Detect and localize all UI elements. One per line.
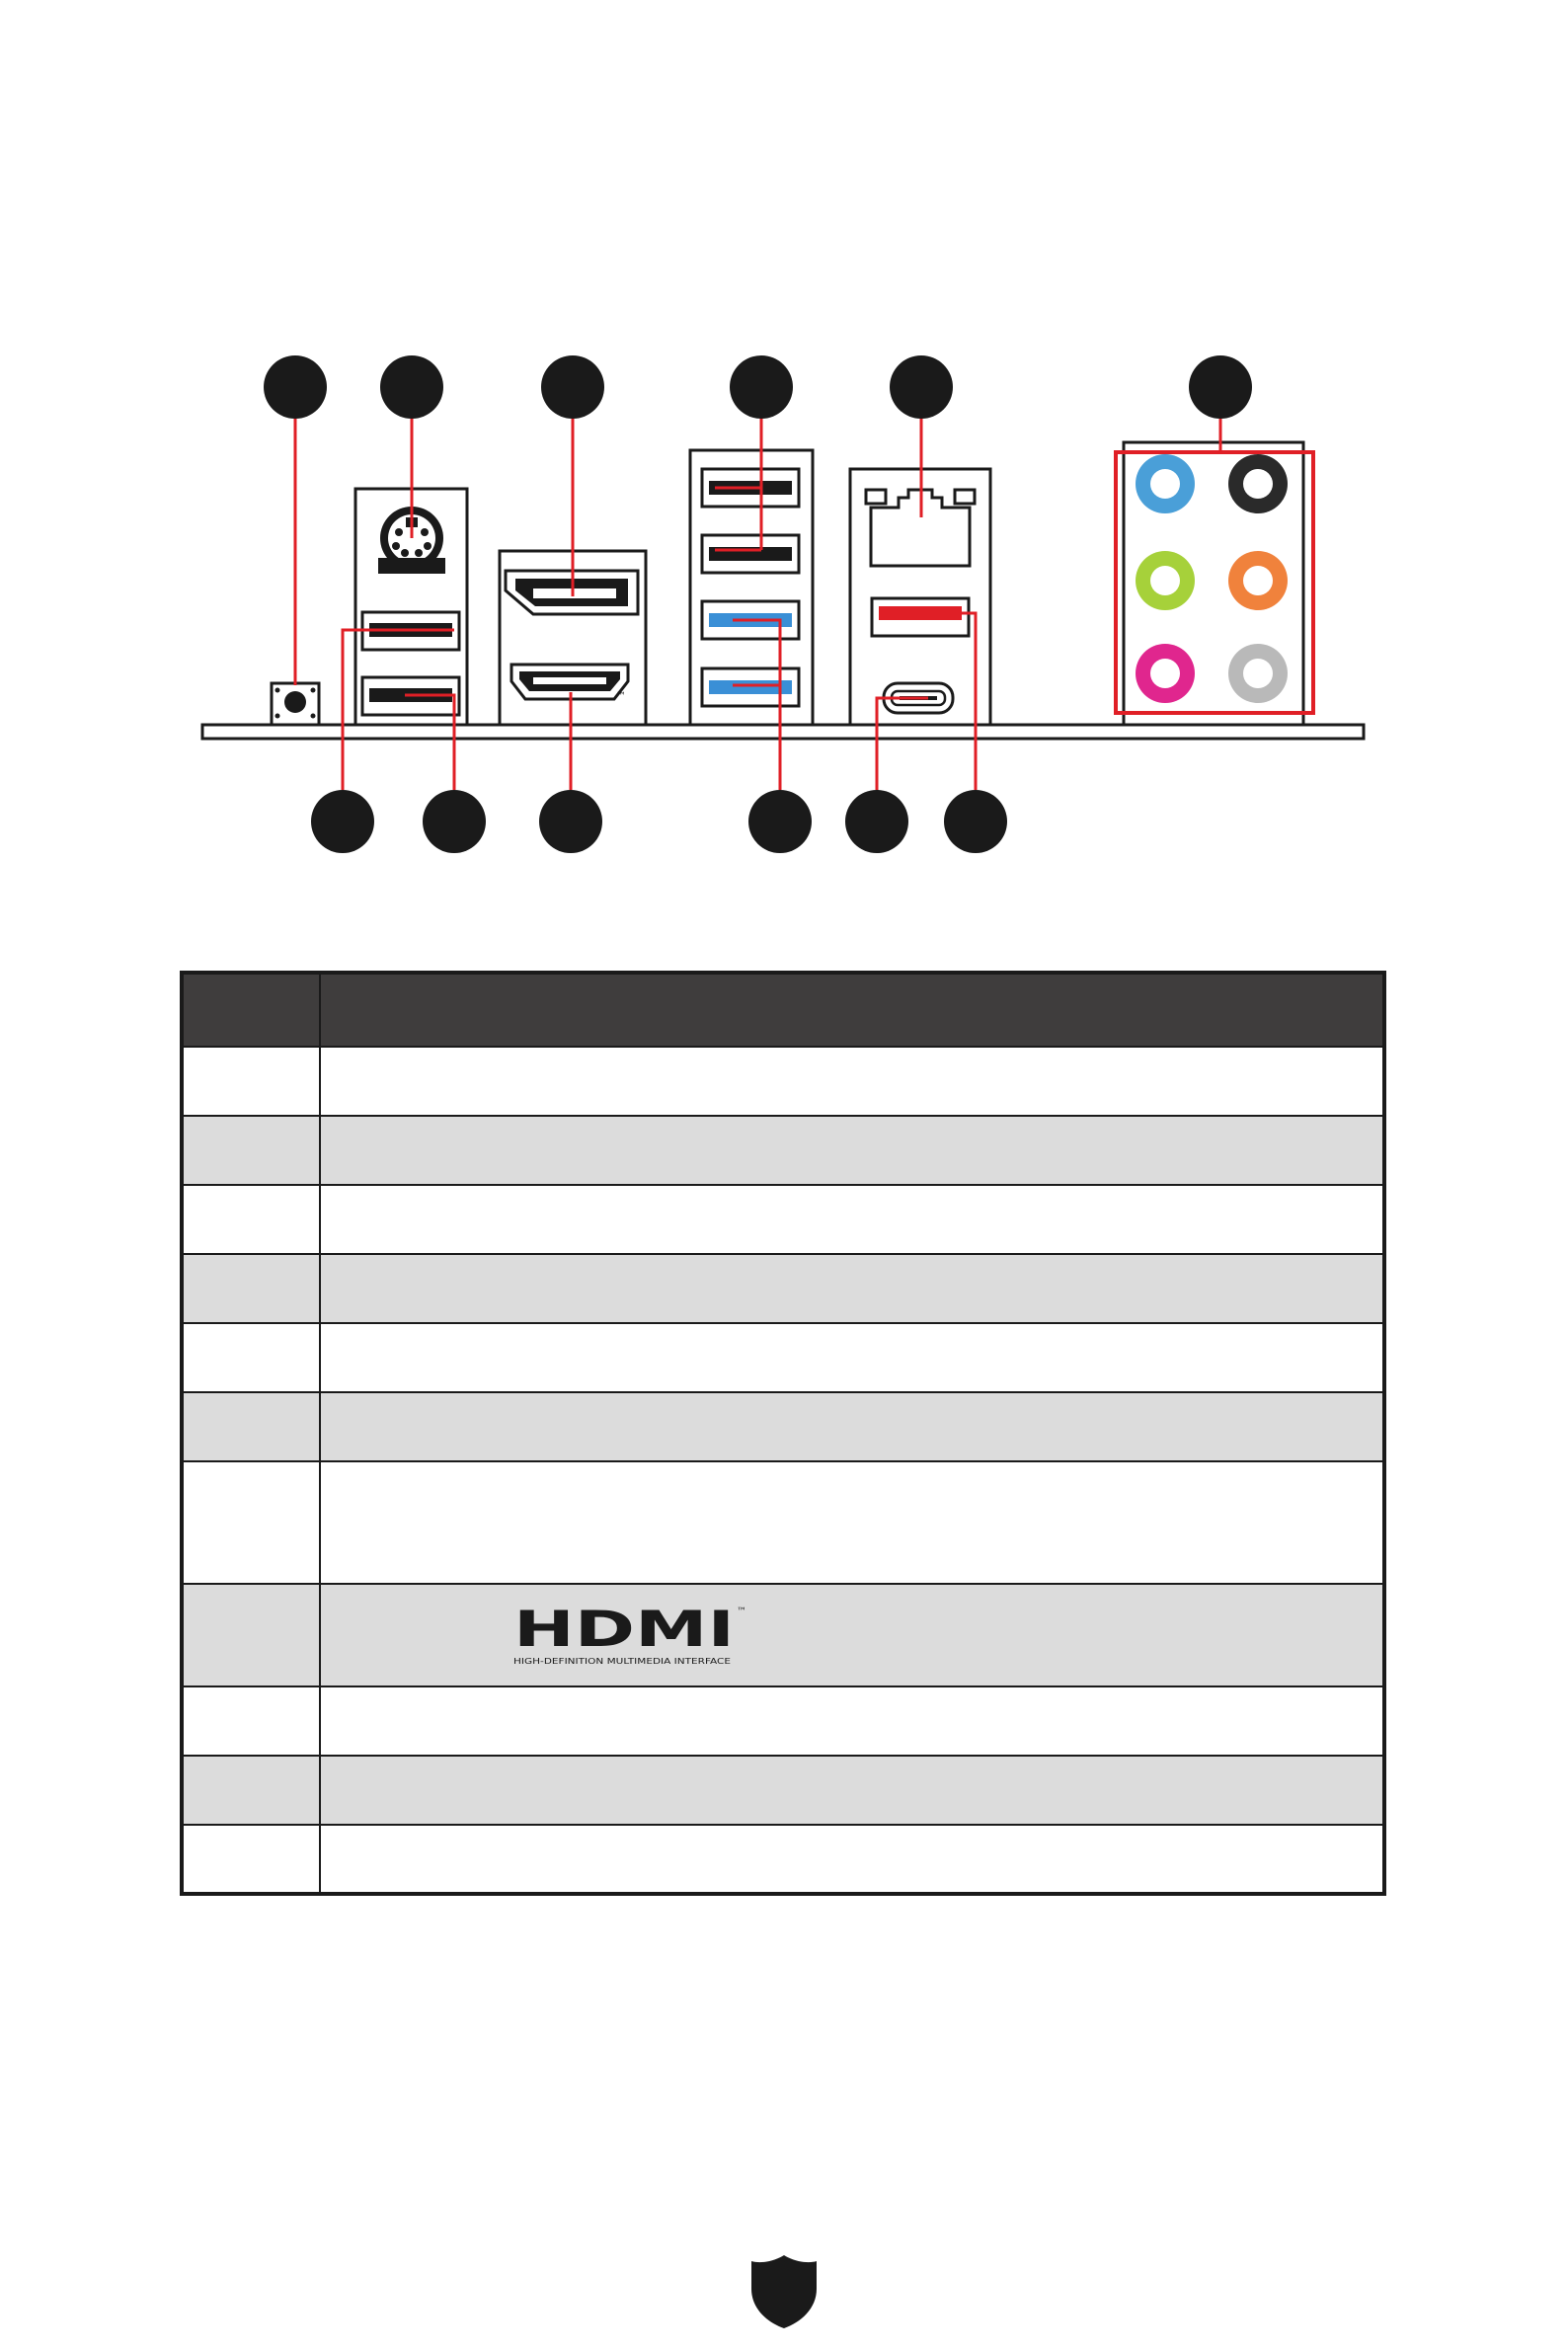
table-cell-number — [182, 1461, 320, 1584]
table-cell-number — [182, 1116, 320, 1185]
table-cell-number — [182, 1254, 320, 1323]
table-cell-number — [182, 1756, 320, 1825]
table-row — [182, 1756, 1384, 1825]
audio-jack-hole — [1150, 566, 1180, 595]
callout-dot-5 — [890, 355, 953, 419]
callout-dot-10 — [748, 790, 812, 853]
table-cell-description — [320, 1584, 1384, 1686]
table-cell-number — [182, 1323, 320, 1392]
table-cell-description — [320, 1323, 1384, 1392]
table-cell-description — [320, 1756, 1384, 1825]
table-row — [182, 1185, 1384, 1254]
callout-dot-1 — [264, 355, 327, 419]
audio-jack-hole — [1150, 469, 1180, 499]
audio-block — [1116, 442, 1313, 725]
table-cell-description — [320, 1185, 1384, 1254]
callout-dot-8 — [423, 790, 486, 853]
table-row — [182, 1825, 1384, 1894]
table-cell-description — [320, 1254, 1384, 1323]
usb-port-red — [872, 598, 969, 636]
rear-io-diagram — [0, 0, 1568, 889]
callout-dot-4 — [730, 355, 793, 419]
hdmi-logo — [513, 1601, 760, 1670]
audio-jack-hole — [1243, 566, 1273, 595]
table-cell-number — [182, 1825, 320, 1894]
table-cell-description — [320, 1116, 1384, 1185]
clear-cmos-button — [272, 683, 319, 725]
table-cell-number — [182, 1392, 320, 1461]
callout-dot-12 — [944, 790, 1007, 853]
table-cell-description — [320, 1392, 1384, 1461]
svg-text:™: ™ — [737, 1607, 746, 1617]
audio-jack-hole — [1243, 469, 1273, 499]
callout-dot-7 — [311, 790, 374, 853]
table-row — [182, 1116, 1384, 1185]
io-shield-rail — [202, 725, 1364, 739]
table-header-row — [182, 973, 1384, 1047]
svg-text:HDMI: HDMI — [513, 1601, 735, 1658]
table-cell-number — [182, 1047, 320, 1116]
table-row — [182, 1254, 1384, 1323]
table-row — [182, 1686, 1384, 1756]
usb-port-6-blue — [702, 668, 799, 706]
callout-dot-3 — [541, 355, 604, 419]
table-row — [182, 1323, 1384, 1392]
specs-table — [180, 971, 1386, 1896]
table-row — [182, 1584, 1384, 1686]
callout-dot-11 — [845, 790, 908, 853]
hdmi-tm-mark: ™ — [616, 691, 626, 702]
svg-text:HIGH-DEFINITION MULTIMEDIA INT: HIGH-DEFINITION MULTIMEDIA INTERFACE — [513, 1657, 731, 1666]
table-cell-description — [320, 1686, 1384, 1756]
table-cell-description — [320, 1461, 1384, 1584]
audio-jack-hole — [1243, 659, 1273, 688]
table-header-cell-2 — [320, 973, 1384, 1047]
callout-dot-9 — [539, 790, 602, 853]
table-row — [182, 1047, 1384, 1116]
table-cell-number — [182, 1185, 320, 1254]
shield-page-mark-icon — [749, 2253, 819, 2330]
audio-jack-hole — [1150, 659, 1180, 688]
table-header-cell-1 — [182, 973, 320, 1047]
table-cell-description — [320, 1047, 1384, 1116]
table-cell-number — [182, 1686, 320, 1756]
usb-stack — [690, 450, 813, 725]
callout-dot-6 — [1189, 355, 1252, 419]
usb-port-4 — [702, 535, 799, 573]
table-cell-description — [320, 1825, 1384, 1894]
table-cell-number — [182, 1584, 320, 1686]
callout-dot-2 — [380, 355, 443, 419]
table-row — [182, 1392, 1384, 1461]
table-row — [182, 1461, 1384, 1584]
